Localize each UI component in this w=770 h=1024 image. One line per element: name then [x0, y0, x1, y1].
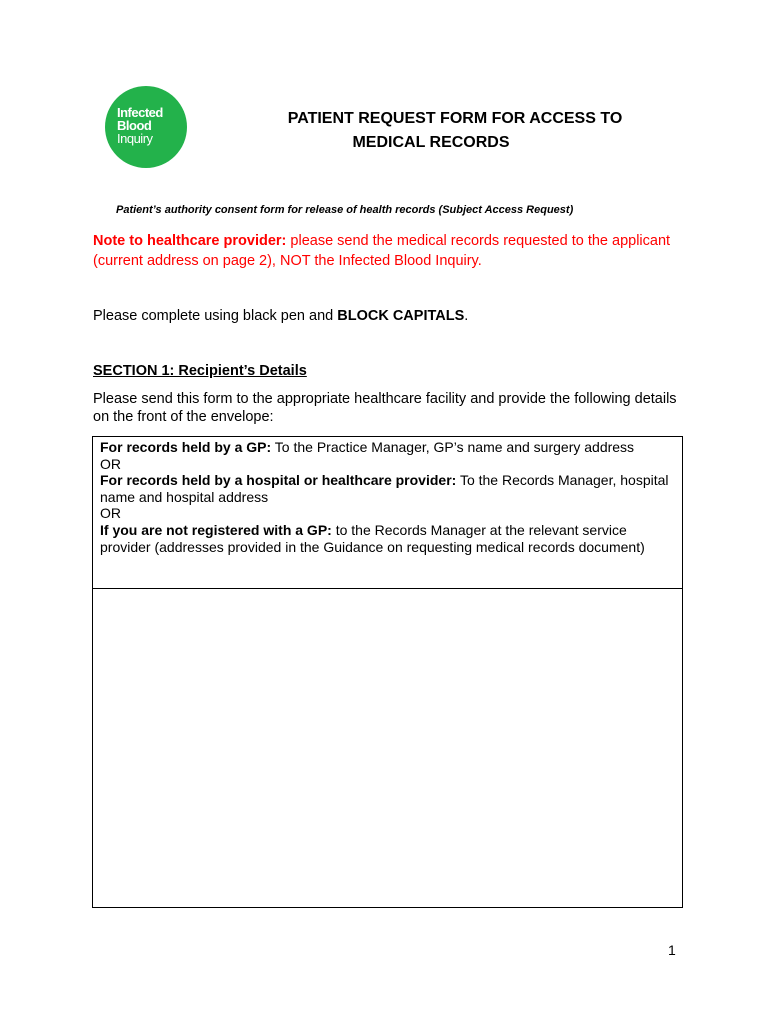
instruction-end: .: [464, 308, 469, 324]
instruction-emphasis: BLOCK CAPITALS: [337, 308, 465, 324]
gp-guidance: [100, 439, 676, 456]
healthcare-provider-note: [93, 232, 683, 271]
not-registered-label: If you are not registered with a GP:: [100, 521, 332, 538]
or-separator-2: OR: [100, 505, 121, 522]
logo-text-line2: Blood: [117, 118, 152, 133]
logo-text-line1: Infected: [117, 105, 163, 120]
note-label: Note to healthcare provider:: [93, 233, 287, 249]
not-registered-guidance: [100, 522, 676, 555]
hospital-guidance: [100, 472, 676, 505]
consent-subtitle: Patient’s authority consent form for release of health records (Subject Access Request): [116, 204, 574, 216]
gp-label: For records held by a GP:: [100, 439, 272, 455]
not-registered-text: to the Records Manager at the relevant service provider (addresses provided in the Guidance on requesting medical records document): [100, 521, 645, 555]
note-text: please send the medical records requested to the applicant (current address on page 2), NOT the Infected Blood Inquiry.: [93, 233, 671, 269]
recipient-details-table: [92, 436, 683, 908]
section1-heading: SECTION 1: Recipient’s Details: [93, 363, 307, 379]
page-title-line1: PATIENT REQUEST FORM FOR ACCESS TO: [287, 110, 623, 127]
completion-instruction: [93, 307, 468, 326]
hospital-text: To the Records Manager, hospital name and hospital address: [100, 472, 669, 505]
gp-text: To the Practice Manager, GP’s name and surgery address: [271, 439, 635, 455]
recipient-guidance-cell: [93, 437, 682, 589]
or-separator-1: OR: [100, 455, 121, 472]
section1-intro: Please send this form to the appropriate healthcare facility and provide the following details on the front of the envelope:: [93, 391, 677, 425]
page-title-line2: MEDICAL RECORDS: [352, 134, 510, 151]
logo-text-line3: Inquiry: [117, 131, 153, 146]
page-number: 1: [668, 942, 676, 958]
infected-blood-inquiry-logo: [105, 86, 187, 168]
hospital-label: For records held by a hospital or healthcare provider:: [100, 472, 457, 489]
recipient-address-field[interactable]: [93, 589, 682, 907]
instruction-text: Please complete using black pen and: [93, 308, 338, 324]
